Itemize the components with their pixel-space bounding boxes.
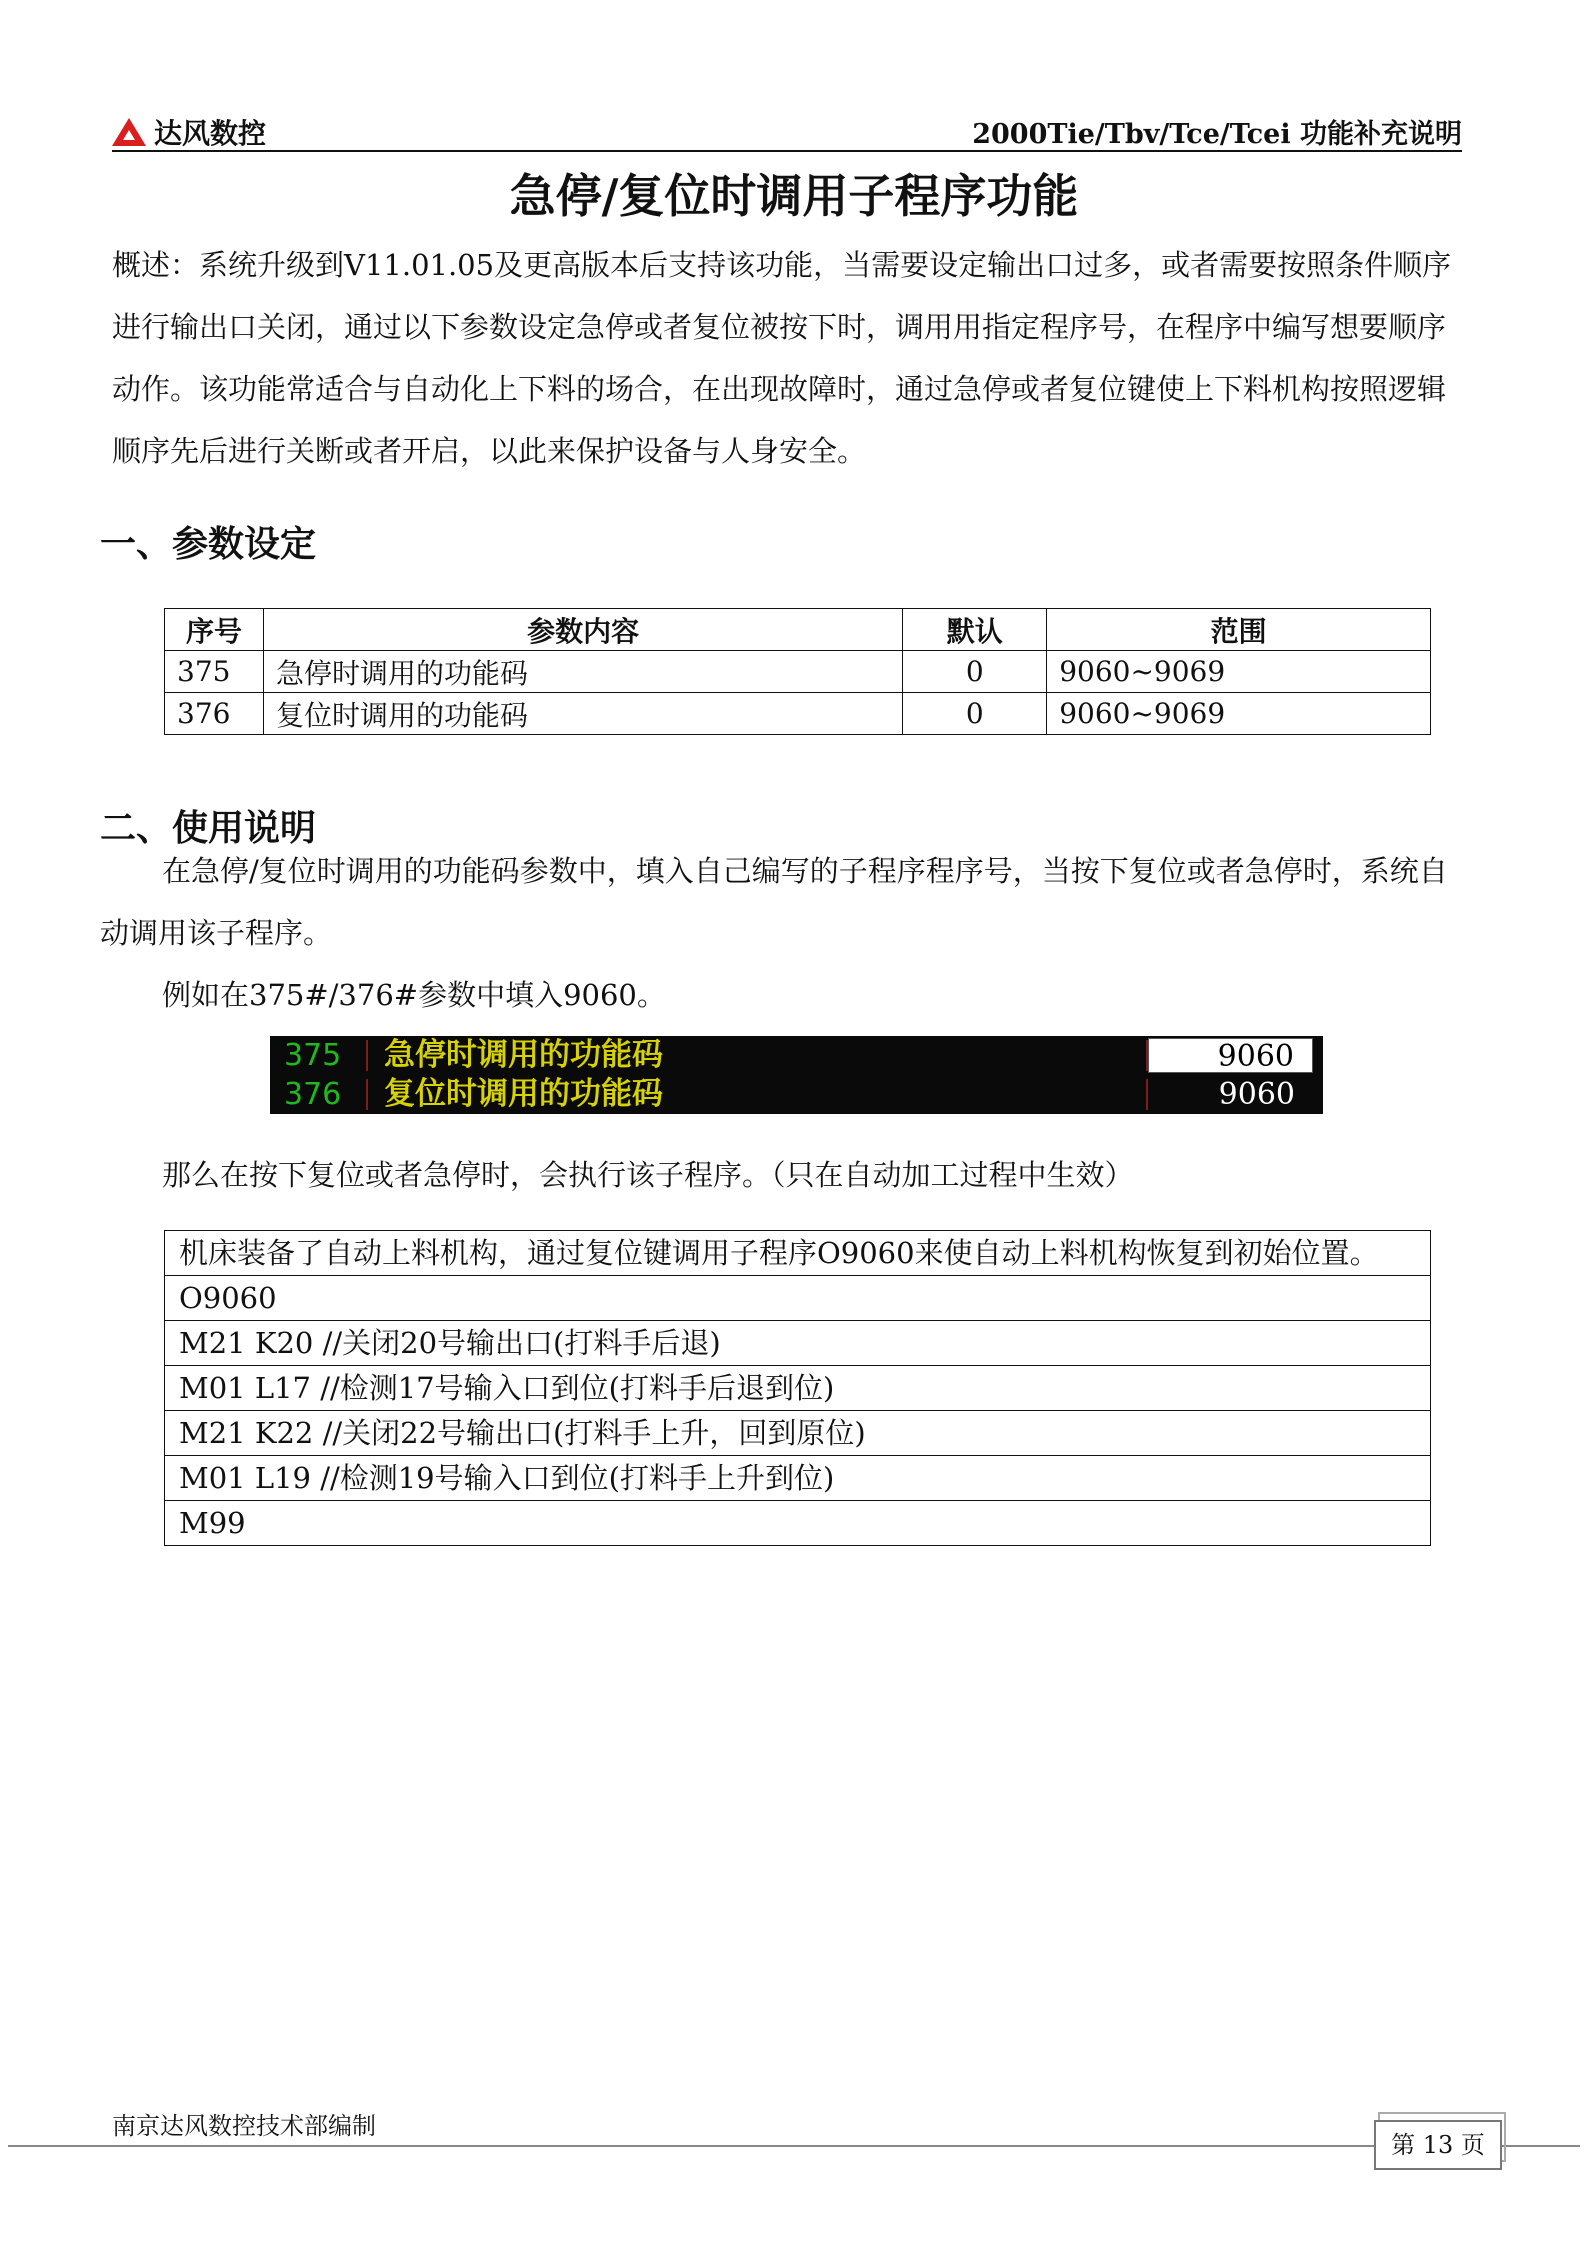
page-number: 第 13 页 <box>1374 2120 1502 2170</box>
code-example-table <box>164 1230 1431 1546</box>
col-header-index: 序号 <box>165 609 264 651</box>
param-range: 9060~9069 <box>1047 693 1431 735</box>
screen-separator <box>366 1079 368 1110</box>
col-header-default: 默认 <box>903 609 1047 651</box>
section-heading-parameters: 一、参数设定 <box>100 524 317 565</box>
usage-paragraph: 在急停/复位时调用的功能码参数中，填入自己编写的子程序程序号，当按下复位或者急停时，系统自动调用该子程序。 <box>100 854 1448 950</box>
code-description: 机床装备了自动上料机构，通过复位键调用子程序O9060来使自动上料机构恢复到初始位置。 <box>165 1231 1431 1276</box>
triangle-logo-icon <box>112 118 146 146</box>
code-line: M01 L19 //检测19号输入口到位(打料手上升到位) <box>165 1456 1431 1501</box>
table-row <box>165 651 1431 693</box>
screen-param-value: 9060 <box>1148 1077 1313 1112</box>
table-row <box>165 1411 1431 1456</box>
code-line: M01 L17 //检测17号输入口到位(打料手后退到位) <box>165 1366 1431 1411</box>
code-line: O9060 <box>165 1276 1431 1321</box>
screen-param-label: 复位时调用的功能码 <box>384 1076 663 1112</box>
table-row <box>165 1366 1431 1411</box>
overview-paragraph: 概述：系统升级到V11.01.05及更高版本后支持该功能，当需要设定输出口过多，或者需要按照条件顺序进行输出口关闭，通过以下参数设定急停或者复位被按下时，调用用指定程序号，在程序中编写想要顺序动作。该功能常适合与自动化上下料的场合，在出现故障时，通过急停或者复位键使上下料机构按照逻辑顺序先后进行关断或者开启，以此来保护设备与人身安全。 <box>112 248 1452 468</box>
code-line: M21 K22 //关闭22号输出口(打料手上升，回到原位) <box>165 1411 1431 1456</box>
code-line: M21 K20 //关闭20号输出口(打料手后退) <box>165 1321 1431 1366</box>
page-title: 急停/复位时调用子程序功能 <box>509 169 1079 223</box>
section-heading-usage: 二、使用说明 <box>100 808 317 849</box>
screen-row-376 <box>270 1075 1323 1114</box>
table-row <box>165 1276 1431 1321</box>
company-logo <box>112 112 266 152</box>
table-header-row <box>165 609 1431 651</box>
screen-row-375 <box>270 1036 1323 1075</box>
param-default: 0 <box>903 693 1047 735</box>
parameter-table <box>164 608 1431 735</box>
col-header-content: 参数内容 <box>263 609 902 651</box>
document-series-title: 2000Tie/Tbv/Tce/Tcei 功能补充说明 <box>972 119 1462 150</box>
table-row <box>165 1321 1431 1366</box>
logo-text: 达风数控 <box>154 117 267 150</box>
table-row <box>165 1231 1431 1276</box>
footer-divider <box>8 2145 1580 2147</box>
param-default: 0 <box>903 651 1047 693</box>
footer-author: 南京达风数控技术部编制 <box>112 2112 376 2140</box>
param-content: 急停时调用的功能码 <box>263 651 902 693</box>
table-row <box>165 1501 1431 1546</box>
screen-param-number: 376 <box>284 1077 342 1112</box>
col-header-range: 范围 <box>1047 609 1431 651</box>
screen-separator <box>366 1040 368 1071</box>
table-row <box>165 693 1431 735</box>
screen-param-number: 375 <box>284 1038 342 1073</box>
example-paragraph: 例如在375#/376#参数中填入9060。 <box>162 978 666 1012</box>
result-paragraph: 那么在按下复位或者急停时，会执行该子程序。（只在自动加工过程中生效） <box>162 1158 1134 1192</box>
param-index: 376 <box>165 693 264 735</box>
cnc-parameter-screenshot <box>270 1036 1323 1114</box>
screen-param-label: 急停时调用的功能码 <box>384 1037 663 1073</box>
code-line: M99 <box>165 1501 1431 1546</box>
table-row <box>165 1456 1431 1501</box>
header-divider <box>112 150 1462 152</box>
param-range: 9060~9069 <box>1047 651 1431 693</box>
param-index: 375 <box>165 651 264 693</box>
screen-param-value: 9060 <box>1148 1038 1313 1073</box>
param-content: 复位时调用的功能码 <box>263 693 902 735</box>
